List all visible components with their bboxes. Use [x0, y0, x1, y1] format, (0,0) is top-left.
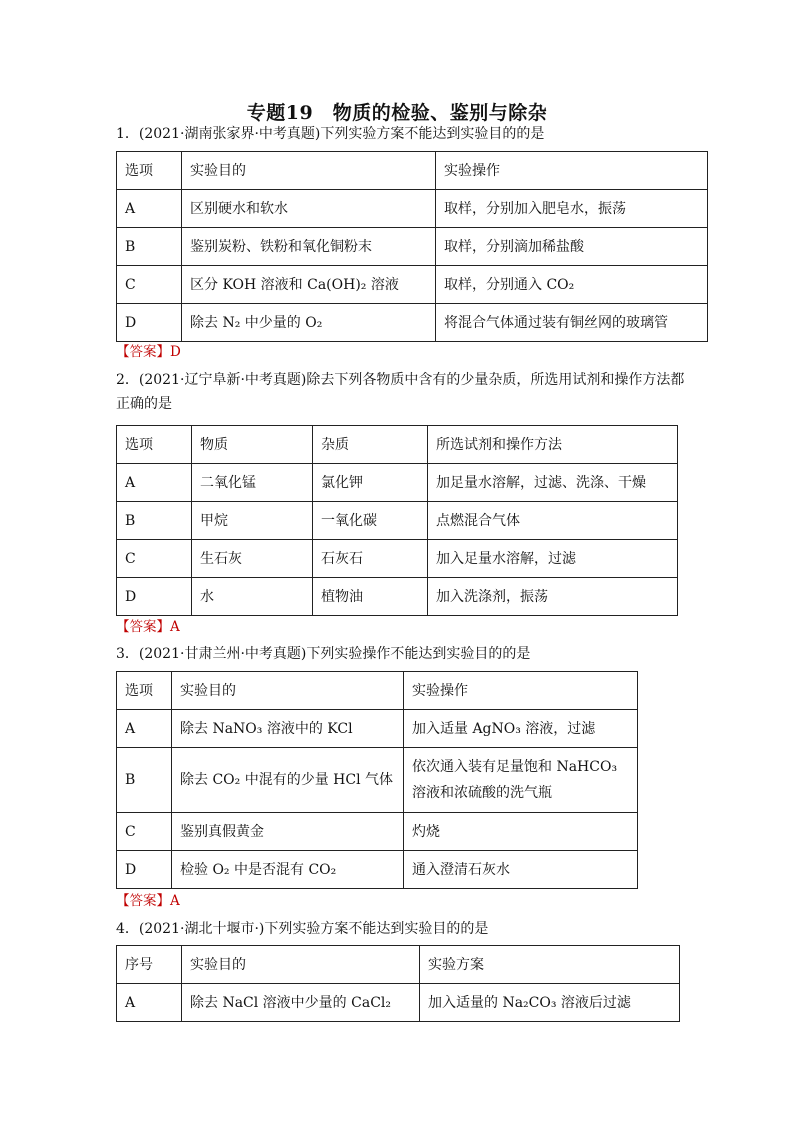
- question-1-answer: 【答案】D: [116, 344, 181, 360]
- question-1-table: [116, 151, 708, 342]
- table-cell: 水: [192, 578, 313, 616]
- table-row: [117, 304, 708, 342]
- table-row: [117, 984, 680, 1022]
- table-cell: 二氧化锰: [192, 464, 313, 502]
- table-cell: A: [117, 710, 172, 748]
- table-row: [117, 710, 638, 748]
- table-cell: 加入适量的 Na₂CO₃ 溶液后过滤: [420, 984, 680, 1022]
- table-cell: A: [117, 984, 182, 1022]
- table-row: [117, 464, 678, 502]
- table-row: [117, 851, 638, 889]
- table-cell: B: [117, 502, 192, 540]
- header-cell: 实验目的: [182, 946, 420, 984]
- question-3-answer: 【答案】A: [116, 893, 180, 909]
- table-header-row: [117, 426, 678, 464]
- question-2-answer: 【答案】A: [116, 619, 180, 635]
- question-2-stem: 2．(2021·辽宁阜新·中考真题)除去下列各物质中含有的少量杂质，所选用试剂和操作方法都正确的是: [116, 372, 685, 412]
- header-cell: 杂质: [313, 426, 428, 464]
- question-1-stem: 1．(2021·湖南张家界·中考真题)下列实验方案不能达到实验目的的是: [116, 126, 545, 142]
- table-cell: 通入澄清石灰水: [404, 851, 638, 889]
- table-row: [117, 748, 638, 813]
- table-cell: 取样，分别滴加稀盐酸: [436, 228, 708, 266]
- table-cell: B: [117, 228, 182, 266]
- table-cell: 加入洗涤剂，振荡: [428, 578, 678, 616]
- question-3-stem: 3．(2021·甘肃兰州·中考真题)下列实验操作不能达到实验目的的是: [116, 646, 531, 662]
- table-cell: 点燃混合气体: [428, 502, 678, 540]
- table-cell: 检验 O₂ 中是否混有 CO₂: [172, 851, 404, 889]
- table-cell: 甲烷: [192, 502, 313, 540]
- header-cell: 选项: [117, 152, 182, 190]
- table-cell: D: [117, 578, 192, 616]
- table-cell: 取样，分别加入肥皂水，振荡: [436, 190, 708, 228]
- table-row: [117, 190, 708, 228]
- table-header-row: [117, 672, 638, 710]
- table-cell: D: [117, 304, 182, 342]
- table-cell: 加入适量 AgNO₃ 溶液，过滤: [404, 710, 638, 748]
- table-header-row: [117, 946, 680, 984]
- table-cell: 将混合气体通过装有铜丝网的玻璃管: [436, 304, 708, 342]
- header-cell: 选项: [117, 672, 172, 710]
- table-cell: 灼烧: [404, 813, 638, 851]
- table-cell: 依次通入装有足量饱和 NaHCO₃ 溶液和浓硫酸的洗气瓶: [404, 748, 638, 813]
- header-cell: 实验目的: [172, 672, 404, 710]
- table-row: [117, 228, 708, 266]
- table-row: [117, 502, 678, 540]
- table-cell: 除去 N₂ 中少量的 O₂: [182, 304, 436, 342]
- header-cell: 选项: [117, 426, 192, 464]
- header-cell: 实验操作: [436, 152, 708, 190]
- table-row: [117, 266, 708, 304]
- table-cell: 加足量水溶解，过滤、洗涤、干燥: [428, 464, 678, 502]
- table-cell: 除去 CO₂ 中混有的少量 HCl 气体: [172, 748, 404, 813]
- header-cell: 实验操作: [404, 672, 638, 710]
- question-2-table: [116, 425, 678, 616]
- header-cell: 序号: [117, 946, 182, 984]
- table-row: [117, 540, 678, 578]
- table-cell: 区分 KOH 溶液和 Ca(OH)₂ 溶液: [182, 266, 436, 304]
- table-cell: 石灰石: [313, 540, 428, 578]
- table-cell: 鉴别真假黄金: [172, 813, 404, 851]
- table-cell: 一氧化碳: [313, 502, 428, 540]
- table-cell: B: [117, 748, 172, 813]
- table-cell: A: [117, 190, 182, 228]
- table-cell: C: [117, 813, 172, 851]
- question-4-table: [116, 945, 680, 1022]
- table-cell: 除去 NaNO₃ 溶液中的 KCl: [172, 710, 404, 748]
- table-cell: 加入足量水溶解，过滤: [428, 540, 678, 578]
- table-cell: 植物油: [313, 578, 428, 616]
- header-cell: 所选试剂和操作方法: [428, 426, 678, 464]
- header-cell: 物质: [192, 426, 313, 464]
- page-title: 专题19 物质的检验、鉴别与除杂: [246, 102, 548, 124]
- table-cell: 区别硬水和软水: [182, 190, 436, 228]
- table-header-row: [117, 152, 708, 190]
- table-row: [117, 578, 678, 616]
- table-cell: C: [117, 540, 192, 578]
- header-cell: 实验目的: [182, 152, 436, 190]
- table-cell: A: [117, 464, 192, 502]
- header-cell: 实验方案: [420, 946, 680, 984]
- question-3-table: [116, 671, 638, 889]
- table-cell: C: [117, 266, 182, 304]
- table-cell: 生石灰: [192, 540, 313, 578]
- table-cell: 氯化钾: [313, 464, 428, 502]
- table-row: [117, 813, 638, 851]
- table-cell: 鉴别炭粉、铁粉和氧化铜粉末: [182, 228, 436, 266]
- table-cell: 除去 NaCl 溶液中少量的 CaCl₂: [182, 984, 420, 1022]
- table-cell: 取样，分别通入 CO₂: [436, 266, 708, 304]
- table-cell: D: [117, 851, 172, 889]
- question-4-stem: 4．(2021·湖北十堰市·)下列实验方案不能达到实验目的的是: [116, 921, 489, 937]
